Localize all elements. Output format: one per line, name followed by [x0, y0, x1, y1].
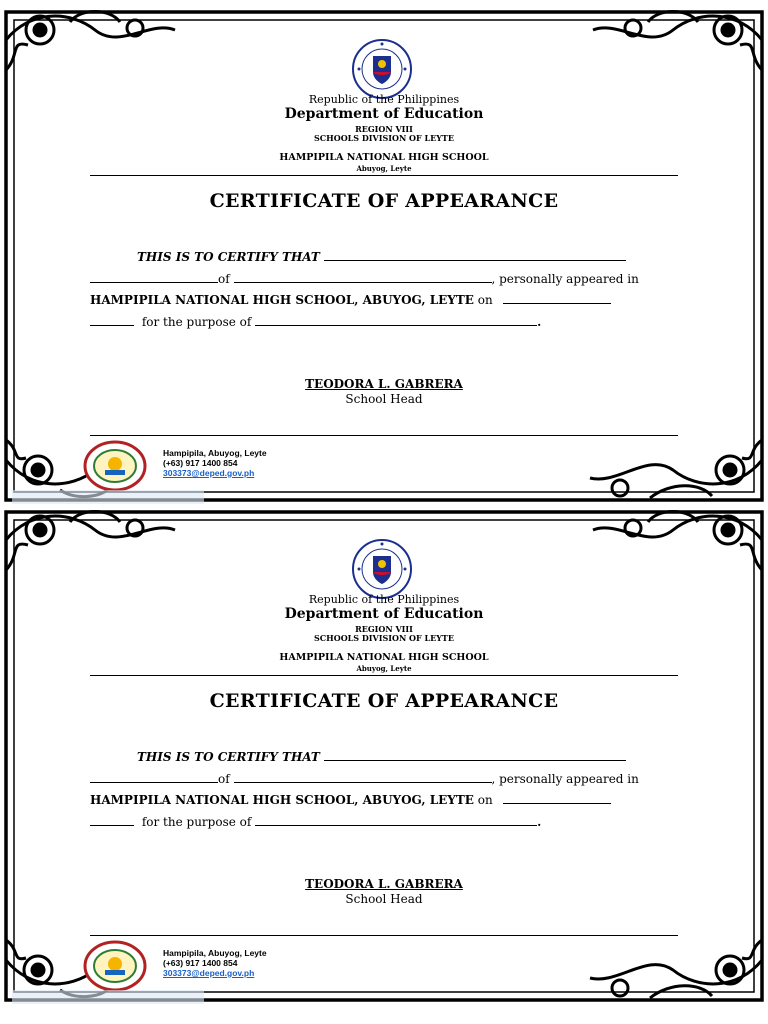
school-name: HAMPIPILA NATIONAL HIGH SCHOOL	[279, 652, 489, 663]
certify-label: THIS IS TO CERTIFY THAT	[137, 250, 320, 264]
purpose-period: .	[537, 815, 542, 829]
signatory-title: School Head	[345, 392, 423, 406]
school-line	[90, 291, 611, 307]
footer-email-link[interactable]: 303373@deped.gov.ph	[163, 468, 255, 478]
department-name: Department of Education	[284, 606, 484, 622]
purpose-line	[90, 813, 541, 829]
school-location: Abuyog, Leyte	[356, 164, 412, 173]
header-divider	[90, 675, 678, 676]
school-bold-text: HAMPIPILA NATIONAL HIGH SCHOOL, ABUYOG, LEYTE	[90, 293, 474, 307]
republic-line: Republic of the Philippines	[308, 93, 460, 106]
footer-divider	[90, 435, 678, 436]
appeared-label: , personally appeared in	[491, 772, 639, 786]
position-blank[interactable]	[90, 270, 218, 283]
of-label: of	[218, 272, 230, 286]
certify-line	[137, 248, 626, 264]
of-label: of	[218, 772, 230, 786]
purpose-line	[90, 313, 541, 329]
purpose-period: .	[537, 315, 542, 329]
on-label: on	[477, 293, 493, 307]
division-line: SCHOOLS DIVISION OF LEYTE	[314, 633, 454, 643]
school-location: Abuyog, Leyte	[356, 664, 412, 673]
division-line: SCHOOLS DIVISION OF LEYTE	[314, 133, 454, 143]
affiliation-line	[90, 770, 639, 786]
faded-watermark-strip	[12, 990, 204, 1004]
purpose-blank[interactable]	[255, 313, 537, 326]
purpose-label: for the purpose of	[141, 815, 252, 829]
footer-divider	[90, 935, 678, 936]
affiliation-blank[interactable]	[234, 770, 492, 783]
deped-seal-icon	[351, 38, 413, 100]
signatory-name: TEODORA L. GABRERA	[305, 377, 463, 391]
footer-phone: (+63) 917 1400 854	[163, 958, 238, 968]
region-line: REGION VIII	[355, 624, 413, 634]
footer-address: Hampipila, Abuyog, Leyte	[163, 948, 267, 958]
certificate-title: CERTIFICATE OF APPEARANCE	[209, 190, 559, 212]
deped-seal-icon	[351, 538, 413, 600]
date-continued-blank[interactable]	[90, 313, 134, 326]
republic-line: Republic of the Philippines	[308, 593, 460, 606]
purpose-label: for the purpose of	[141, 315, 252, 329]
certify-label: THIS IS TO CERTIFY THAT	[137, 750, 320, 764]
name-blank[interactable]	[324, 748, 626, 761]
date-continued-blank[interactable]	[90, 813, 134, 826]
school-line	[90, 791, 611, 807]
footer-address: Hampipila, Abuyog, Leyte	[163, 448, 267, 458]
school-logo-icon	[83, 440, 147, 492]
name-blank[interactable]	[324, 248, 626, 261]
on-label: on	[477, 793, 493, 807]
signatory-title: School Head	[345, 892, 423, 906]
affiliation-blank[interactable]	[234, 270, 492, 283]
school-logo-icon	[83, 940, 147, 992]
region-line: REGION VIII	[355, 124, 413, 134]
certificate-title: CERTIFICATE OF APPEARANCE	[209, 690, 559, 712]
signatory-name: TEODORA L. GABRERA	[305, 877, 463, 891]
appeared-label: , personally appeared in	[491, 272, 639, 286]
date-blank[interactable]	[503, 291, 611, 304]
position-blank[interactable]	[90, 770, 218, 783]
date-blank[interactable]	[503, 791, 611, 804]
certify-line	[137, 748, 626, 764]
certificate-2	[0, 500, 768, 1012]
footer-email-link[interactable]: 303373@deped.gov.ph	[163, 968, 255, 978]
header-divider	[90, 175, 678, 176]
department-name: Department of Education	[284, 106, 484, 122]
affiliation-line	[90, 270, 639, 286]
school-name: HAMPIPILA NATIONAL HIGH SCHOOL	[279, 152, 489, 163]
purpose-blank[interactable]	[255, 813, 537, 826]
footer-phone: (+63) 917 1400 854	[163, 458, 238, 468]
school-bold-text: HAMPIPILA NATIONAL HIGH SCHOOL, ABUYOG, LEYTE	[90, 793, 474, 807]
